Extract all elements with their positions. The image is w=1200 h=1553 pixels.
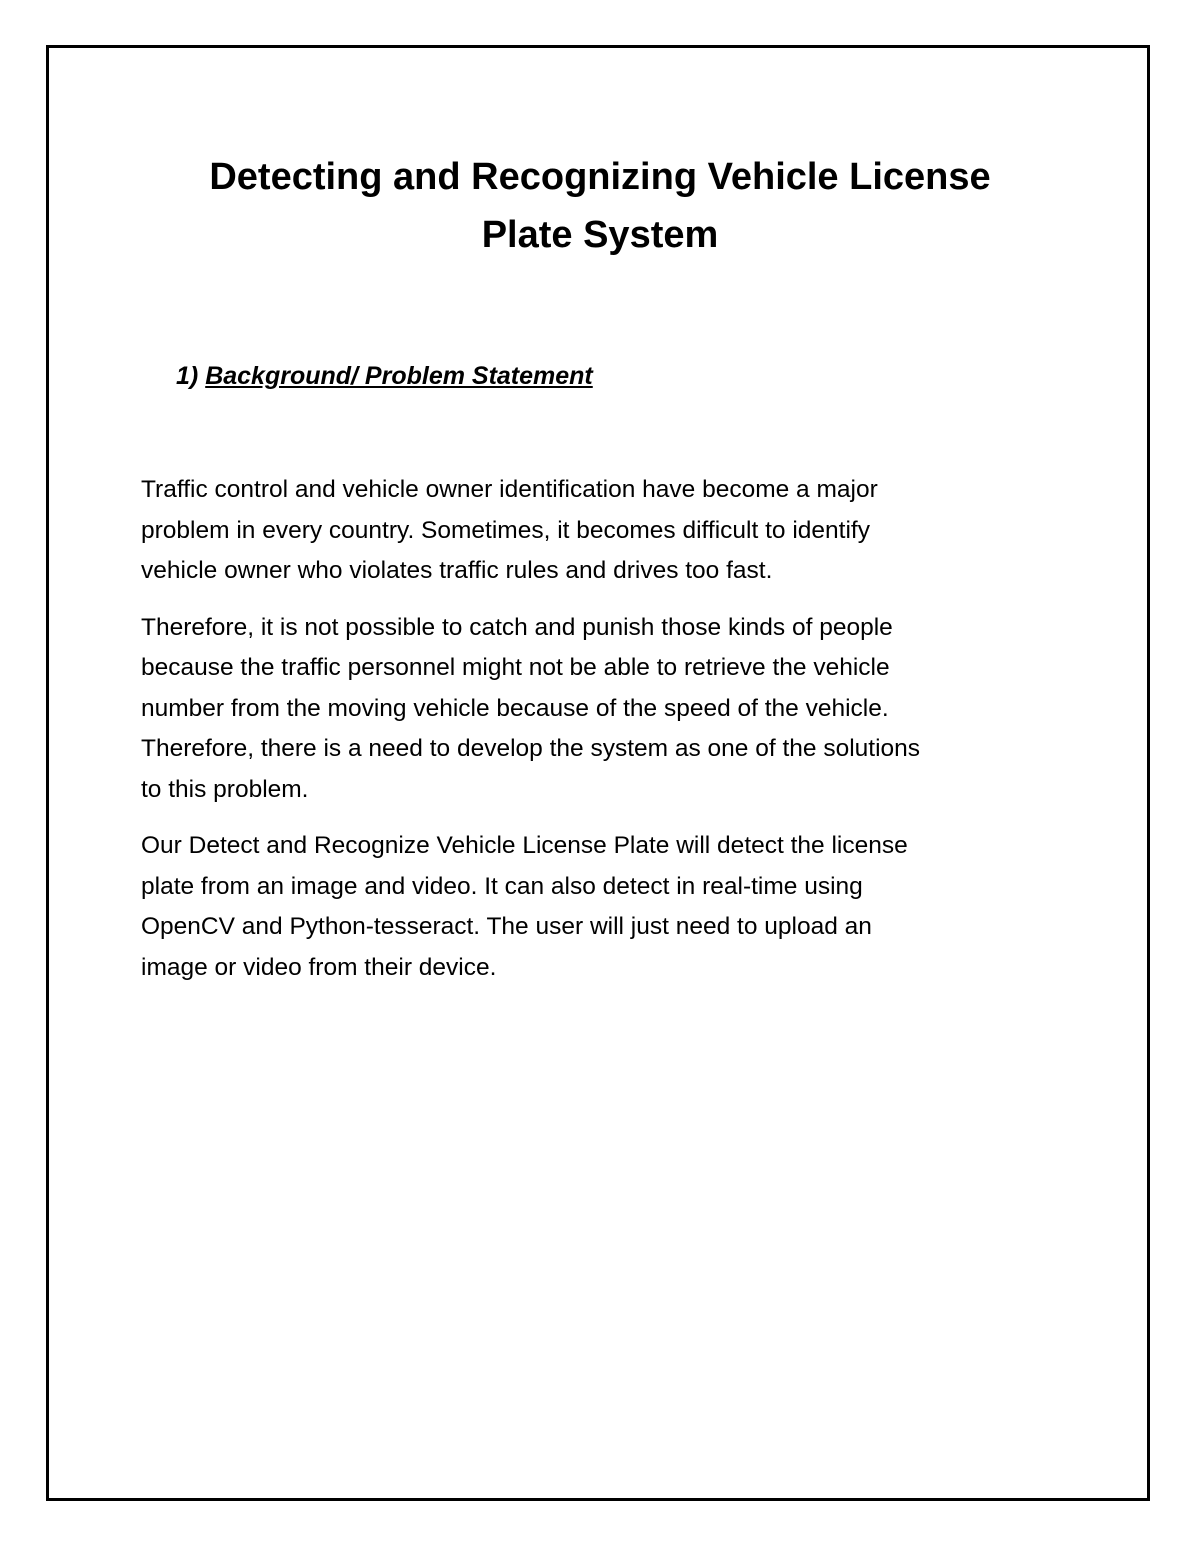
paragraph-1 xyxy=(141,470,1071,592)
paragraph-line: to this problem. xyxy=(141,775,309,803)
paragraph-line: vehicle owner who violates traffic rules and drives too fast. xyxy=(141,557,773,584)
paragraph-line: problem in every country. Sometimes, it becomes difficult to identify xyxy=(141,516,870,544)
paragraph-line: OpenCV and Python-tesseract. The user will just need to upload an xyxy=(141,913,872,940)
paragraph-line: number from the moving vehicle because of the speed of the vehicle. xyxy=(141,694,889,722)
document-title-line-1: Detecting and Recognizing Vehicle License xyxy=(209,156,991,198)
paragraph-line: Traffic control and vehicle owner identification have become a major xyxy=(141,476,878,503)
paragraph-line: Therefore, there is a need to develop the system as one of the solutions xyxy=(141,735,921,762)
body-text xyxy=(141,470,1071,1004)
section-number: 1) xyxy=(176,362,199,390)
paragraph-line: Therefore, it is not possible to catch and punish those kinds of people xyxy=(141,613,893,641)
paragraph-2 xyxy=(141,608,1071,811)
paragraph-line: image or video from their device. xyxy=(141,953,497,981)
section-label: Background/ Problem Statement xyxy=(205,362,593,390)
paragraph-3 xyxy=(141,826,1071,988)
document-title-line-2: Plate System xyxy=(481,214,719,256)
section-heading xyxy=(176,358,593,394)
document-title xyxy=(100,148,1100,264)
paragraph-line: because the traffic personnel might not be able to retrieve the vehicle xyxy=(141,654,890,681)
paragraph-line: plate from an image and video. It can also detect in real-time using xyxy=(141,872,863,900)
paragraph-line: Our Detect and Recognize Vehicle License Plate will detect the license xyxy=(141,832,908,859)
